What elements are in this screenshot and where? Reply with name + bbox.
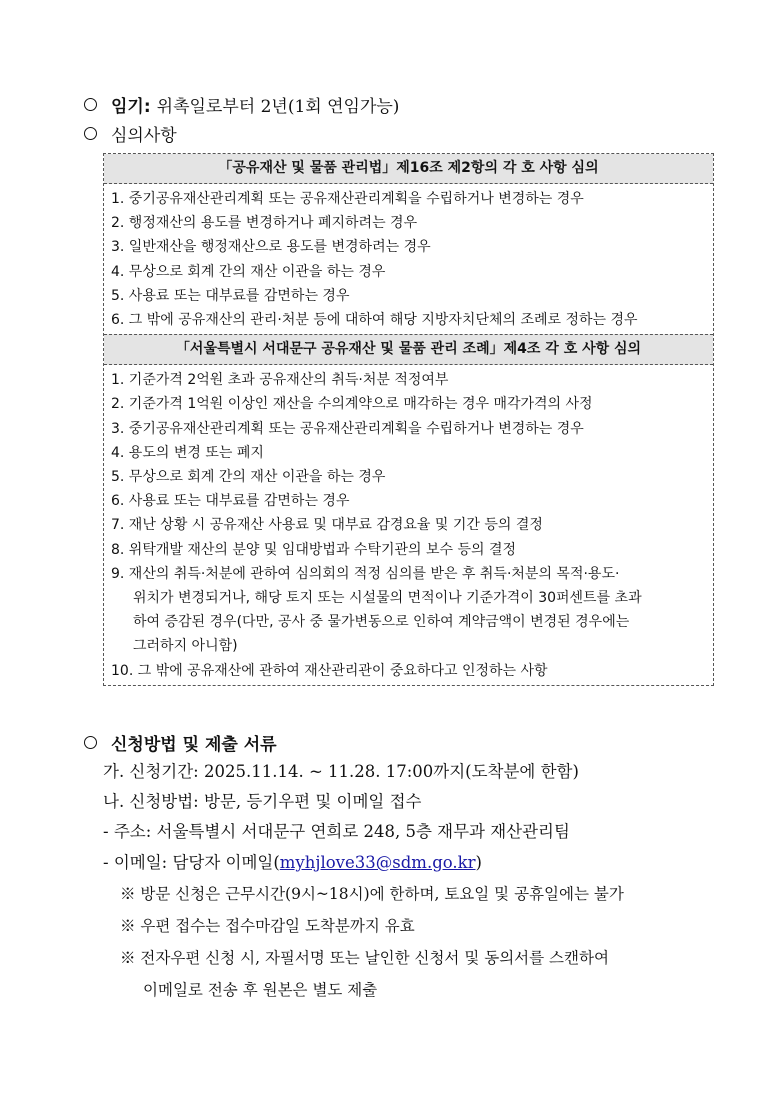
term-label: 임기:	[111, 97, 151, 117]
list-item: 8. 위탁개발 재산의 분양 및 임대방법과 수탁기관의 보수 등의 결정	[111, 541, 517, 558]
application-label: 신청방법 및 제출 서류	[111, 735, 277, 755]
list-item: 5. 사용료 또는 대부료를 감면하는 경우	[111, 287, 350, 304]
list-item: 2. 기준가격 1억원 이상인 재산을 수의계약으로 매각하는 경우 매각가격의 사정	[111, 396, 593, 413]
note-continuation: 이메일로 전송 후 원본은 별도 제출	[143, 981, 378, 999]
circle-bullet-icon	[84, 98, 97, 111]
note-item: ※ 방문 신청은 근무시간(9시~18시)에 한하며, 토요일 및 공휴일에는 불가	[120, 885, 624, 903]
application-address: - 주소: 서울특별시 서대문구 연희로 248, 5층 재무과 재산관리팀	[103, 822, 570, 841]
list-item: 1. 기준가격 2억원 초과 공유재산의 취득·처분 적정여부	[111, 372, 449, 389]
table2-body	[104, 365, 713, 685]
table1-header: 「공유재산 및 물품 관리법」제16조 제2항의 각 호 사항 심의	[104, 154, 713, 184]
term-line	[84, 92, 399, 117]
circle-bullet-icon	[84, 736, 97, 749]
email-suffix: )	[475, 853, 482, 872]
list-item: 4. 용도의 변경 또는 폐지	[111, 444, 264, 461]
list-item: 5. 무상으로 회계 간의 재산 이관을 하는 경우	[111, 469, 386, 486]
list-item: 3. 중기공유재산관리계획 또는 공유재산관리계획을 수립하거나 변경하는 경우	[111, 420, 584, 437]
list-item: 10. 그 밖에 공유재산에 관하여 재산관리관이 중요하다고 인정하는 사항	[111, 662, 548, 679]
list-item-continuation: 위치가 변경되거나, 해당 토지 또는 시설물의 면적이나 기준가격이 30퍼센트를 초과	[133, 590, 642, 607]
application-email-line	[103, 849, 482, 873]
list-item: 4. 무상으로 회계 간의 재산 이관을 하는 경우	[111, 263, 386, 280]
list-item: 7. 재난 상황 시 공유재산 사용료 및 대부료 감경요율 및 기간 등의 결정	[111, 517, 543, 534]
table1-body	[104, 184, 713, 334]
email-prefix: - 이메일: 담당자 이메일(	[103, 853, 280, 872]
note-item: ※ 전자우편 신청 시, 자필서명 또는 날인한 신청서 및 동의서를 스캔하여	[120, 949, 609, 967]
list-item: 1. 중기공유재산관리계획 또는 공유재산관리계획을 수립하거나 변경하는 경우	[111, 191, 584, 207]
list-item-continuation: 그러하지 아니함)	[133, 638, 238, 655]
list-item: 3. 일반재산을 행정재산으로 용도를 변경하려는 경우	[111, 239, 431, 256]
list-item-continuation: 하여 증감된 경우(다만, 공사 중 물가변동으로 인하여 계약금액이 변경된 경우에는	[133, 614, 630, 631]
deliberation-heading	[84, 121, 177, 146]
list-item: 9. 재산의 취득·처분에 관하여 심의회의 적정 심의를 받은 후 취득·처분의 목적·용도·	[111, 565, 620, 582]
term-text: 위촉일로부터 2년(1회 연임가능)	[156, 97, 400, 117]
email-link[interactable]: myhjlove33@sdm.go.kr	[279, 853, 476, 872]
list-item: 6. 그 밖에 공유재산의 관리·처분 등에 대하여 해당 지방자치단체의 조례로 정하는 경우	[111, 312, 638, 329]
deliberation-label: 심의사항	[111, 126, 177, 146]
circle-bullet-icon	[84, 127, 97, 140]
list-item: 2. 행정재산의 용도를 변경하거나 폐지하려는 경우	[111, 215, 418, 232]
table2-header: 「서울특별시 서대문구 공유재산 및 물품 관리 조례」제4조 각 호 사항 심의	[104, 334, 713, 365]
application-period: 가. 신청기간: 2025.11.14. ~ 11.28. 17:00까지(도착분에 한함)	[103, 762, 579, 781]
application-heading	[84, 730, 277, 755]
note-item: ※ 우편 접수는 접수마감일 도착분까지 유효	[120, 917, 415, 935]
application-method: 나. 신청방법: 방문, 등기우편 및 이메일 접수	[103, 792, 422, 811]
deliberation-table	[103, 153, 714, 686]
list-item: 6. 사용료 또는 대부료를 감면하는 경우	[111, 493, 350, 510]
